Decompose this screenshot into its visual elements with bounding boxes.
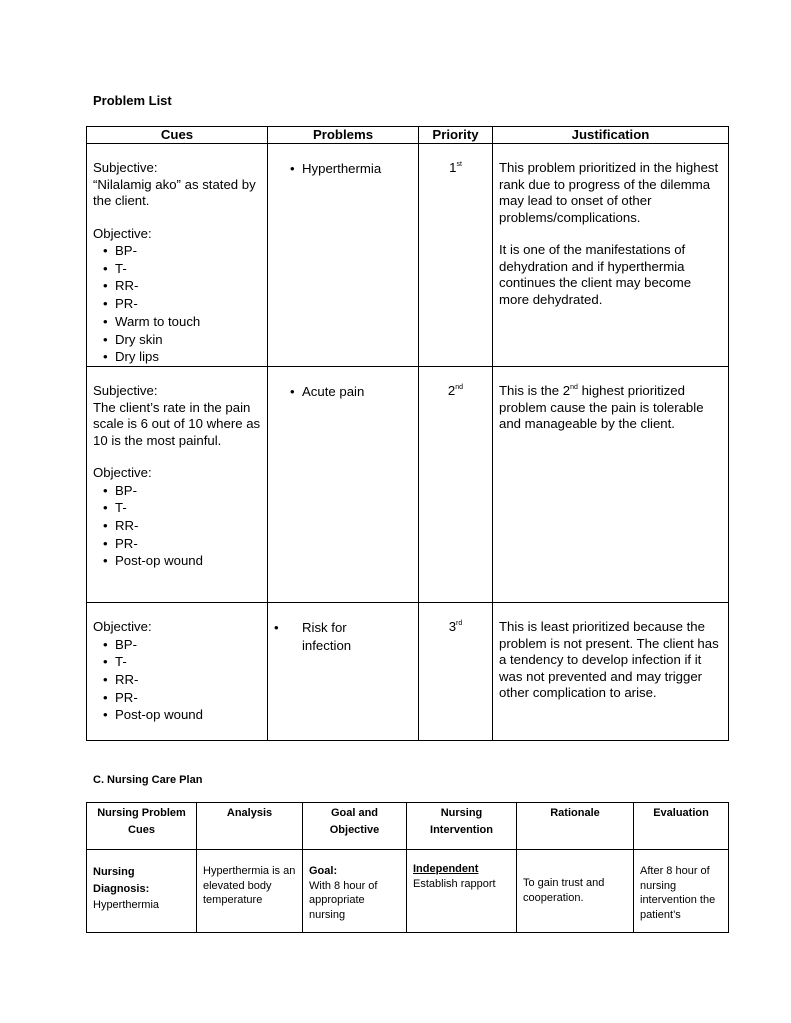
list-item: • Dry lips — [115, 348, 261, 366]
intervention-cell — [407, 850, 517, 933]
justification-text: It is one of the manifestations of dehydration and if hyperthermia continues the client may become more dehydrated. — [499, 242, 692, 307]
list-item: • RR- — [115, 277, 261, 295]
subjective-text: The client’s rate in the pain scale is 6 out of 10 where as 10 is the most painful. — [93, 399, 261, 448]
intervention-text: Establish rapport — [413, 877, 496, 890]
priority-suffix: nd — [455, 384, 464, 391]
problem-cell — [268, 603, 419, 741]
header-justification: Justification — [493, 127, 729, 144]
subjective-label: Subjective: — [93, 160, 158, 175]
goal-cell — [303, 850, 407, 933]
nursing-diagnosis-label: Nursing Diagnosis: — [93, 866, 150, 895]
list-item: • Warm to touch — [115, 313, 261, 331]
nursing-problem-cell — [87, 850, 197, 933]
header-analysis: Analysis — [197, 803, 303, 850]
justification-cell — [493, 144, 729, 367]
list-item: • PR- — [115, 295, 261, 313]
list-item: • Post-op wound — [115, 552, 261, 570]
goal-label: Goal: — [309, 865, 338, 877]
problem-item: • Risk for infection — [286, 619, 382, 654]
list-item: • BP- — [115, 482, 261, 500]
analysis-cell — [197, 850, 303, 933]
nursing-diagnosis-value: Hyperthermia — [93, 899, 160, 911]
rationale-cell — [517, 850, 634, 933]
table-row — [87, 144, 729, 367]
list-item: • T- — [115, 499, 261, 517]
priority-number: 1 — [449, 160, 457, 175]
header-evaluation: Evaluation — [634, 803, 729, 850]
problem-cell — [268, 367, 419, 603]
cues-cell — [87, 144, 268, 367]
table-row — [87, 850, 729, 933]
objective-list — [93, 482, 261, 571]
priority-cell — [419, 367, 493, 603]
cues-cell — [87, 367, 268, 603]
list-item: • Post-op wound — [115, 706, 261, 724]
header-goal-objective: Goal and Objective — [303, 803, 407, 850]
priority-cell — [419, 144, 493, 367]
analysis-text: Hyperthermia is an elevated body temperature — [203, 865, 296, 906]
problem-list-title: Problem List — [93, 93, 172, 108]
header-problems: Problems — [268, 127, 419, 144]
header-nursing-intervention: Nursing Intervention — [407, 803, 517, 850]
priority-suffix: st — [456, 161, 462, 168]
cues-cell — [87, 603, 268, 741]
table-row — [87, 367, 729, 603]
problem-item: • Acute pain — [302, 383, 412, 401]
intervention-label: Independent — [413, 863, 479, 875]
priority-suffix: rd — [456, 620, 463, 627]
priority-number: 3 — [448, 619, 457, 634]
list-item: • RR- — [115, 517, 261, 535]
problem-list-header-row — [87, 127, 729, 144]
list-item: • T- — [115, 653, 261, 671]
subjective-label: Subjective: — [93, 383, 158, 398]
problem-list-table — [86, 126, 729, 741]
problem-cell — [268, 144, 419, 367]
goal-text: With 8 hour of appropriate nursing — [309, 879, 378, 921]
priority-cell — [419, 603, 493, 741]
evaluation-cell — [634, 850, 729, 933]
list-item: • T- — [115, 260, 261, 278]
justification-cell — [493, 367, 729, 603]
header-nursing-problem-cues: Nursing Problem Cues — [87, 803, 197, 850]
care-plan-table — [86, 802, 729, 933]
list-item: • Dry skin — [115, 331, 261, 349]
header-rationale: Rationale — [517, 803, 634, 850]
subjective-text: “Nilalamig ako” as stated by the client. — [93, 176, 256, 208]
problem-item: • Hyperthermia — [302, 160, 412, 178]
objective-list — [93, 242, 261, 366]
care-plan-header-row — [87, 803, 729, 850]
justification-cell — [493, 603, 729, 741]
evaluation-text: After 8 hour of nursing intervention the patient’s — [640, 865, 716, 921]
table-row — [87, 603, 729, 741]
rationale-text: To gain trust and cooperation. — [523, 877, 605, 904]
care-plan-title: C. Nursing Care Plan — [93, 774, 203, 786]
objective-label: Objective: — [93, 465, 152, 480]
justification-text: This is the 2nd highest prioritized problem cause the pain is tolerable and manageable by the client. — [499, 383, 704, 431]
objective-list — [93, 636, 261, 725]
list-item: • PR- — [115, 689, 261, 707]
objective-label: Objective: — [93, 619, 152, 634]
header-priority: Priority — [419, 127, 493, 144]
justification-text: This problem prioritized in the highest rank due to progress of the dilemma may lead to onset of other problems/complications. — [499, 160, 719, 225]
objective-label: Objective: — [93, 225, 152, 241]
list-item: • RR- — [115, 671, 261, 689]
list-item: • BP- — [115, 242, 261, 260]
justification-text: This is least prioritized because the problem is not present. The client has a tendency to develop infection if it was not prevented and may trigger other complication to arise. — [499, 619, 719, 700]
list-item: • PR- — [115, 535, 261, 553]
header-cues: Cues — [87, 127, 268, 144]
priority-number: 2 — [447, 383, 456, 398]
list-item: • BP- — [115, 636, 261, 654]
